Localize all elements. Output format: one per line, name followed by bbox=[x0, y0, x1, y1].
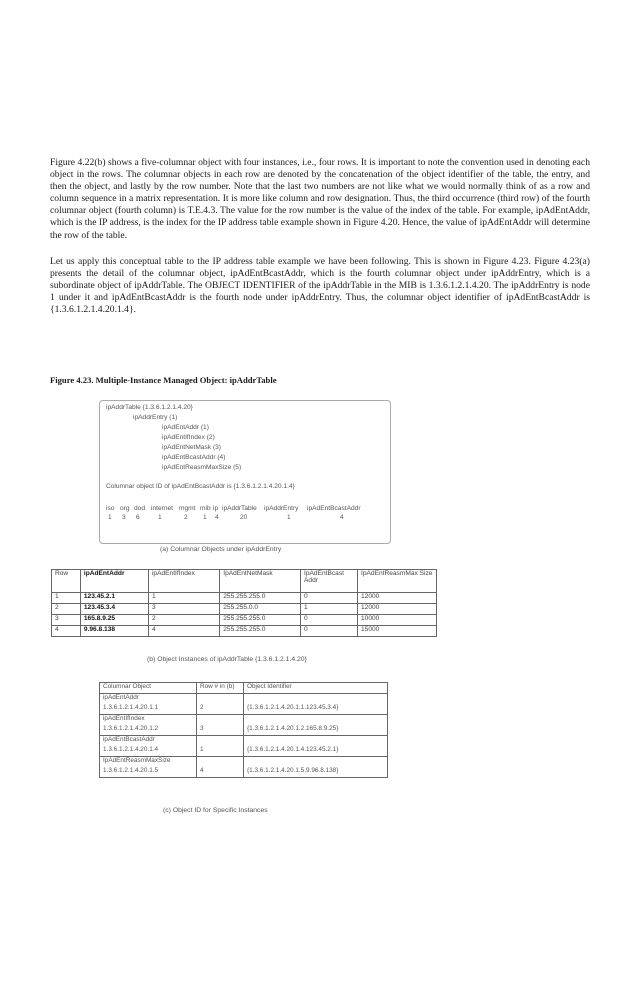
tree-node-table: ipAddrTable {1.3.6.1.2.1.4.20} bbox=[106, 404, 193, 411]
paragraph-1: Figure 4.22(b) shows a five-columnar object with four instances, i.e., four rows. It is important to note the convention used in denoting each object in the rows. The columnar objects in each row are denoted by the concatenation of the object identifier of the table, the entry, and then the object, and lastly by the row number. Note that the last two numbers are not like what we would normally think of as a row and column sequence in a matrix representation. It is more like column and row designation. Thus, the third occurrence (third row) of the fourth columnar object (fourth column) is T.E.4.3. The value for the row number is the value of the index of the table. For example, ipAdEntAddr, which is the IP address, is the index for the IP address table example shown in Figure 4.20. Hence, the value of ipAdEntAddr will determine the row of the table. bbox=[50, 157, 590, 241]
table-cell: 1 bbox=[301, 604, 358, 615]
table-cell: 2 bbox=[148, 615, 219, 626]
table-cell: 0 bbox=[301, 593, 358, 604]
columnar-object-name: ipAdEntBcastAddr bbox=[100, 736, 197, 747]
column-header: IpAdEntNetMask bbox=[220, 570, 301, 593]
tree-node-entry: ipAddrEntry (1) bbox=[133, 414, 178, 421]
table-row bbox=[52, 626, 437, 637]
object-identifier: {1.3.6.1.2.1.4.20.1.2.165.8.9.25} bbox=[244, 725, 388, 736]
oid-path-number: 1 bbox=[108, 514, 112, 521]
column-header: Row bbox=[52, 570, 81, 593]
column-header: Columnar Object bbox=[100, 683, 197, 694]
oid-path-number: 1 bbox=[158, 514, 162, 521]
tree-node-column: ipAdEntIfIndex (2) bbox=[162, 434, 215, 441]
table-cell: 1 bbox=[52, 593, 81, 604]
table-cell: 255.255.0.0 bbox=[220, 604, 301, 615]
oid-path-name: iso bbox=[106, 505, 115, 512]
columnar-object-oid: 1.3.6.1.2.1.4.20.1.5 bbox=[100, 767, 197, 778]
figure-caption: Figure 4.23. Multiple-Instance Managed Object: ipAddrTable bbox=[50, 375, 277, 385]
oid-path-name: mgmt bbox=[179, 505, 196, 512]
empty-cell bbox=[197, 736, 244, 747]
table-row bbox=[100, 725, 388, 736]
table-row bbox=[100, 746, 388, 757]
empty-cell bbox=[197, 694, 244, 705]
table-row bbox=[100, 767, 388, 778]
oid-path-name: ipAddrEntry bbox=[264, 505, 299, 512]
tree-node-column: ipAdEntAddr (1) bbox=[162, 424, 209, 431]
columnar-object-id-line: Columnar object ID of ipAdEntBcastAddr is {1.3.6.1.2.1.4.20.1.4} bbox=[106, 483, 295, 490]
tree-node-column: ipAdEntNetMask (3) bbox=[162, 444, 221, 451]
panel-a-caption: (a) Columnar Objects under ipAddrEntry bbox=[160, 546, 282, 553]
table-cell: 2 bbox=[52, 604, 81, 615]
oid-path-number: 3 bbox=[122, 514, 126, 521]
row-number: 3 bbox=[197, 725, 244, 736]
table-cell: 255.255.255.0 bbox=[220, 615, 301, 626]
empty-cell bbox=[244, 715, 388, 726]
table-cell: 15000 bbox=[358, 626, 437, 637]
columnar-object-oid: 1.3.6.1.2.1.4.20.1.1 bbox=[100, 704, 197, 715]
column-header: IpAdEntBcast Addr bbox=[301, 570, 358, 593]
column-header: Row # in (b) bbox=[197, 683, 244, 694]
columnar-object-name: ipAdEntAddr bbox=[100, 694, 197, 705]
oid-path-name: ipAdEntBcastAddr bbox=[307, 505, 361, 512]
table-row bbox=[52, 615, 437, 626]
table-cell: 255.255.255.0 bbox=[220, 626, 301, 637]
columnar-object-name: IpAdEntReasmMaxSize bbox=[100, 757, 197, 768]
empty-cell bbox=[244, 694, 388, 705]
table-cell: 4 bbox=[52, 626, 81, 637]
columnar-object-name: ipAdEntIfIndex bbox=[100, 715, 197, 726]
tree-node-column: ipAdEntBcastAddr (4) bbox=[162, 454, 226, 461]
table-cell: 0 bbox=[301, 626, 358, 637]
table-c-caption: (c) Object ID for Specific Instances bbox=[163, 807, 268, 814]
row-number: 4 bbox=[197, 767, 244, 778]
table-cell: 12000 bbox=[358, 593, 437, 604]
row-number: 2 bbox=[197, 704, 244, 715]
table-cell: 12000 bbox=[358, 604, 437, 615]
empty-cell bbox=[244, 757, 388, 768]
oid-path-number: 6 bbox=[136, 514, 140, 521]
object-identifier: {1.3.6.1.2.1.4.20.1.5.9.96.8.138} bbox=[244, 767, 388, 778]
columnar-object-oid: 1.3.6.1.2.1.4.20.1.2 bbox=[100, 725, 197, 736]
row-number: 1 bbox=[197, 746, 244, 757]
oid-path-name: mib bbox=[200, 505, 211, 512]
oid-path-name: ipAddrTable bbox=[222, 505, 257, 512]
table-cell: 165.8.9.25 bbox=[80, 615, 148, 626]
column-header: IpAdEntReasmMax Size bbox=[358, 570, 437, 593]
tree-node-column: ipAdEntReasmMaxSize (5) bbox=[162, 464, 242, 471]
table-b-caption: (b) Object Instances of ipAddrTable {1.3.6.1.2.1.4.20} bbox=[147, 656, 307, 663]
table-header-row bbox=[52, 570, 437, 593]
object-identifier: {1.3.6.1.2.1.4.20.1.4.123.45.2.1} bbox=[244, 746, 388, 757]
table-row bbox=[100, 757, 388, 768]
table-cell: 0 bbox=[301, 615, 358, 626]
oid-path-number: 1 bbox=[287, 514, 291, 521]
oid-path-number: 2 bbox=[184, 514, 188, 521]
table-row bbox=[52, 604, 437, 615]
empty-cell bbox=[197, 715, 244, 726]
object-identifier: {1.3.6.1.2.1.4.20.1.1.123.45.3.4} bbox=[244, 704, 388, 715]
table-cell: 9.96.8.138 bbox=[80, 626, 148, 637]
object-instances-table bbox=[51, 569, 437, 637]
table-cell: 4 bbox=[148, 626, 219, 637]
oid-path-number: 20 bbox=[240, 514, 248, 521]
table-cell: 3 bbox=[148, 604, 219, 615]
empty-cell bbox=[197, 757, 244, 768]
column-header: Object Identifier bbox=[244, 683, 388, 694]
table-row bbox=[52, 593, 437, 604]
columnar-object-oid: 1.3.6.1.2.1.4.20.1.4 bbox=[100, 746, 197, 757]
table-row bbox=[100, 715, 388, 726]
empty-cell bbox=[244, 736, 388, 747]
paragraph-2: Let us apply this conceptual table to the IP address table example we have been following. This is shown in Figure 4.23. Figure 4.23(a) presents the detail of the columnar object, ipAdEntBcastAddr, which is the fourth columnar object under ipAddrEntry, which is a subordinate object of ipAddrTable. The OBJECT IDENTIFIER of the ipAddrTable in the MIB is 1.3.6.1.2.1.4.20. The ipAddrEntry is node 1 under it and ipAdEntBcastAddr is the fourth node under ipAddrEntry. Thus, the columnar object identifier of ipAdEntBcastAddr is {1.3.6.1.2.1.4.20.1.4}. bbox=[50, 256, 590, 316]
table-row bbox=[100, 694, 388, 705]
oid-path-number: 4 bbox=[340, 514, 344, 521]
table-row bbox=[100, 736, 388, 747]
oid-path-number: 4 bbox=[215, 514, 219, 521]
column-header: ipAdEntIfIndex bbox=[148, 570, 219, 593]
table-cell: 123.45.2.1 bbox=[80, 593, 148, 604]
oid-path-name: internet bbox=[151, 505, 173, 512]
table-cell: 255.255.255.0 bbox=[220, 593, 301, 604]
table-header-row bbox=[100, 683, 388, 694]
table-cell: 3 bbox=[52, 615, 81, 626]
table-cell: 123.45.3.4 bbox=[80, 604, 148, 615]
table-row bbox=[100, 704, 388, 715]
oid-path-name: ip bbox=[213, 505, 219, 512]
object-id-table bbox=[99, 682, 388, 778]
column-header: ipAdEntAddr bbox=[80, 570, 148, 593]
table-cell: 10000 bbox=[358, 615, 437, 626]
oid-path-number: 1 bbox=[203, 514, 207, 521]
table-cell: 1 bbox=[148, 593, 219, 604]
oid-path-name: dod bbox=[134, 505, 146, 512]
oid-path-name: org bbox=[120, 505, 130, 512]
columnar-objects-panel bbox=[99, 400, 391, 544]
